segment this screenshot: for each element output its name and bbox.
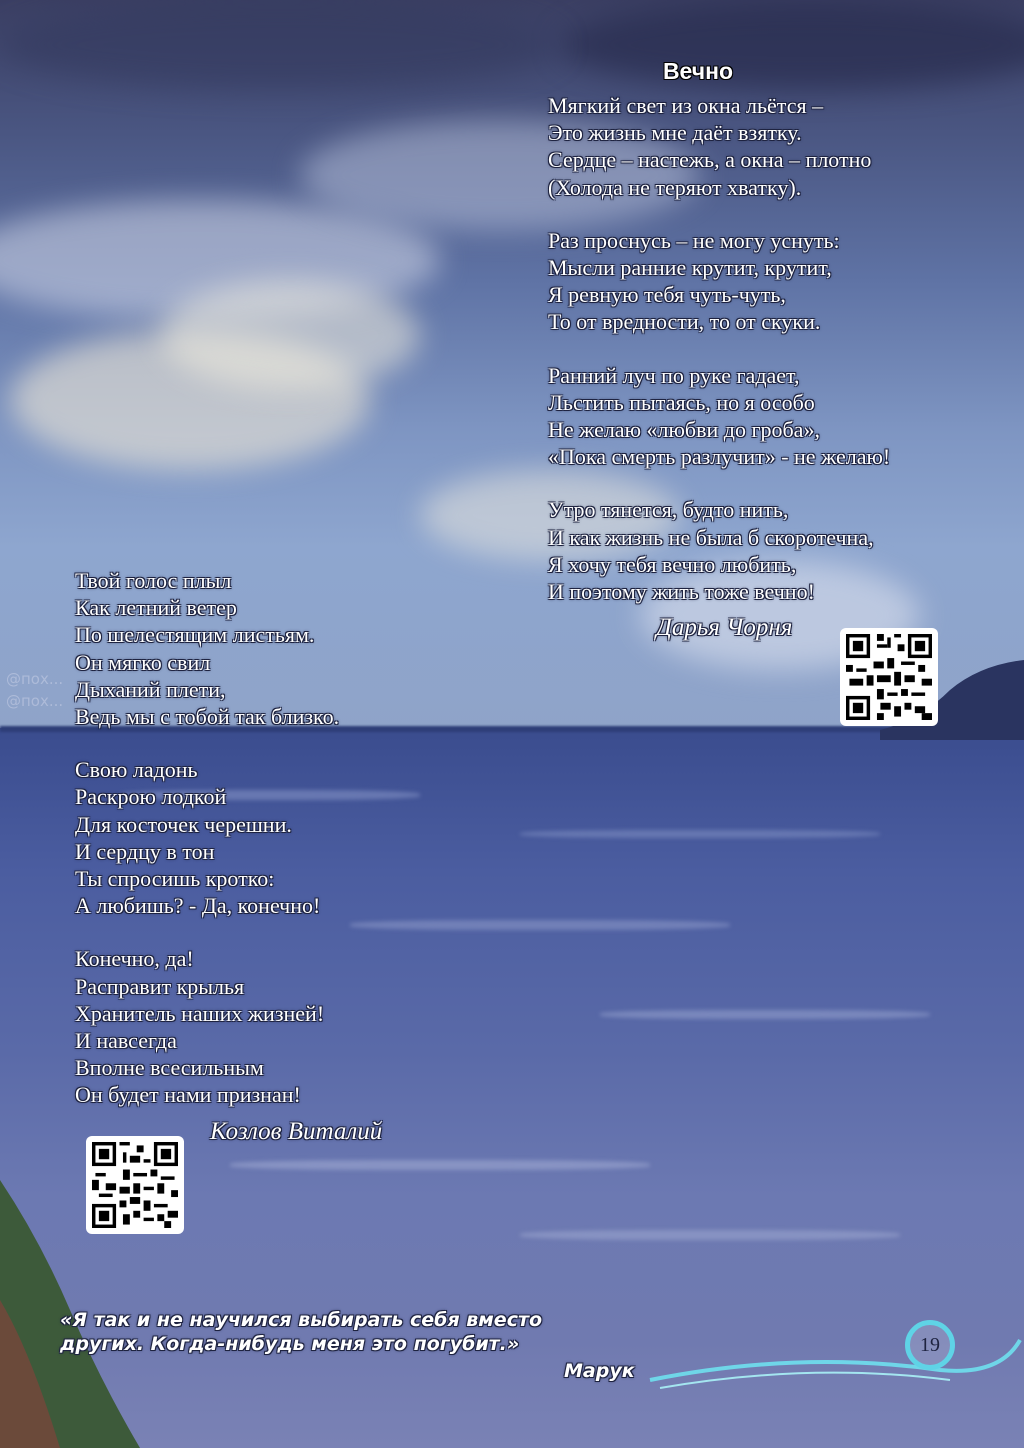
poem-line: Вполне всесильным xyxy=(75,1055,264,1081)
stanza xyxy=(75,945,339,1108)
poem-line: Он мягко свил xyxy=(75,649,211,675)
poem-line: Ведь мы с тобой так близко. xyxy=(75,704,340,730)
poem-line: Сердце – настежь, а окна – плотно xyxy=(548,147,872,173)
poem-line: И навсегда xyxy=(75,1028,177,1054)
poem-line: Конечно, да! xyxy=(75,946,194,972)
poem-line: И поэтому жить тоже вечно! xyxy=(548,579,815,605)
stanza xyxy=(548,92,890,201)
poem-line: Раз проснусь – не могу уснуть: xyxy=(548,227,840,253)
poem-line: И как жизнь не была б скоротечна, xyxy=(548,524,874,550)
wave-stroke xyxy=(350,920,730,930)
cloud xyxy=(0,0,560,90)
qr-code-1[interactable] xyxy=(840,628,938,726)
poem-line: Раскрою лодкой xyxy=(75,784,227,810)
wave-stroke xyxy=(520,830,880,838)
poem-line: Ты спросишь кротко: xyxy=(75,866,275,892)
stanza xyxy=(75,756,339,919)
poem-line: Расправит крылья xyxy=(75,973,245,999)
poem-line: Я ревную тебя чуть-чуть, xyxy=(548,282,786,308)
poem-line: Дыханий плети, xyxy=(75,676,226,702)
page-number: 19 xyxy=(905,1320,955,1370)
poem-line: Как летний ветер xyxy=(75,595,237,621)
poem-author: Дарья Чорня xyxy=(656,614,793,641)
poem-line: Хранитель наших жизней! xyxy=(75,1000,325,1026)
qr-code-2[interactable] xyxy=(86,1136,184,1234)
poem-line: Мягкий свет из окна льётся – xyxy=(548,93,824,118)
watermark xyxy=(6,668,63,712)
poem-line: Для косточек черешни. xyxy=(75,811,292,837)
poem-line: Ранний луч по руке гадает, xyxy=(548,362,800,388)
poem-vechno xyxy=(548,92,890,605)
poem-line: Свою ладонь xyxy=(75,757,198,783)
poem-line: Твой голос плыл xyxy=(75,568,232,593)
poem-line: А любишь? - Да, конечно! xyxy=(75,893,321,919)
poem-line: По шелестящим листьям. xyxy=(75,622,315,648)
epigraph-quote: «Я так и не научился выбирать себя вместо других. Когда-нибудь меня это погубит.» xyxy=(60,1309,543,1355)
poem-author: Козлов Виталий xyxy=(210,1118,383,1145)
cloud xyxy=(160,280,420,390)
stanza xyxy=(548,362,890,471)
poem-line: Утро тянется, будто нить, xyxy=(548,497,789,523)
wave-stroke xyxy=(600,1010,930,1019)
poem-golos xyxy=(75,567,339,1109)
swoosh-decoration xyxy=(640,1310,1024,1400)
stanza xyxy=(548,496,890,605)
qr-code-icon xyxy=(846,634,932,720)
wave-stroke xyxy=(520,1230,900,1240)
poem-line: Не желаю «любви до гроба», xyxy=(548,417,820,443)
poem-line: И сердцу в тон xyxy=(75,838,215,864)
poem-line: (Холода не теряют хватку). xyxy=(548,174,802,200)
poem-line: То от вредности, то от скуки. xyxy=(548,309,821,335)
watermark-line: @пох... xyxy=(6,692,64,710)
stanza xyxy=(548,227,890,336)
poem-line: Я хочу тебя вечно любить, xyxy=(548,551,797,577)
poem-line: Мысли ранние крутит, крутит, xyxy=(548,255,832,281)
poem-title: Вечно xyxy=(662,58,734,84)
poem-line: «Пока смерть разлучит» - не желаю! xyxy=(548,444,891,470)
stanza xyxy=(75,567,339,730)
poem-line: Это жизнь мне даёт взятку. xyxy=(548,120,802,146)
qr-code-icon xyxy=(92,1142,178,1228)
poem-line: Льстить пытаясь, но я особо xyxy=(548,389,815,415)
quote-author: Марук xyxy=(564,1360,635,1382)
poem-line: Он будет нами признан! xyxy=(75,1082,301,1108)
watermark-line: @пох... xyxy=(6,670,64,688)
wave-stroke xyxy=(230,1160,650,1170)
